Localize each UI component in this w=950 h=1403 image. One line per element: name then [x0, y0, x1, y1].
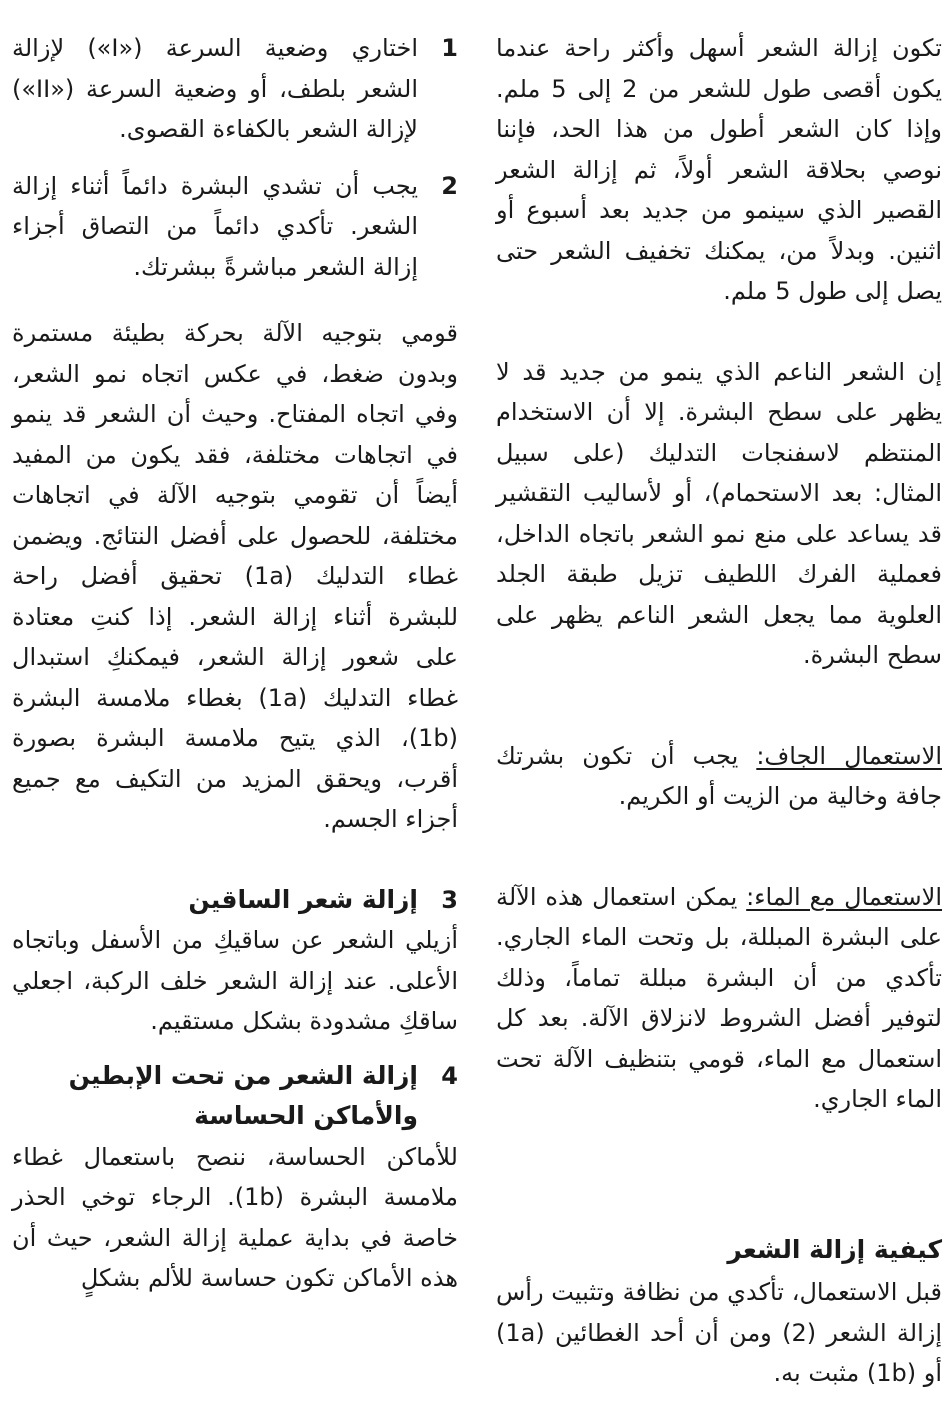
step-1-number: 1: [441, 34, 458, 62]
step-2-number: 2: [441, 171, 458, 200]
how-to-paragraph: قبل الاستعمال، تأكدي من نظافة وتثبيت رأس إزالة الشعر (2) ومن أن أحد الغطائين (1a) أو (1b) مثبت به.: [496, 1278, 943, 1387]
step-1-text: اختاري وضعية السرعة («I») لإزالة الشعر بلطف، أو وضعية السرعة («II») لإزالة الشعر بالكفاءة القصوى.: [12, 34, 418, 143]
how-to-heading: كيفية إزالة الشعر: [727, 1234, 942, 1264]
wet-use-text: يمكن استعمال هذه الآلة على البشرة المبللة، بل وتحت الماء الجاري. تأكدي من أن البشرة مبللة تماماً، وذلك لتوفير أفضل الشروط لانزلاق الآلة. بعد كل استعمال مع الماء، قومي بتنظيف الآلة تحت الماء الجاري.: [496, 882, 942, 1113]
section-4-number: 4: [441, 1061, 458, 1090]
dry-use-paragraph: [496, 736, 942, 817]
section-4-heading-row: [12, 1056, 458, 1137]
left-column: [12, 28, 458, 1299]
step-2-text: يجب أن تشدي البشرة دائماً أثناء إزالة الشعر. تأكدي دائماً من التصاق أجزاء إزالة الشعر مباشرةً ببشرتك.: [12, 171, 418, 281]
section-4-paragraph: للأماكن الحساسة، ننصح باستعمال غطاء ملامسة البشرة (1b). الرجاء توخي الحذر خاصة في بداية عملية إزالة الشعر، حيث أن هذه الأماكن تكون حساسة للألم بشكلٍ: [12, 1142, 458, 1292]
guide-paragraph: قومي بتوجيه الآلة بحركة بطيئة مستمرة وبدون ضغط، في عكس اتجاه نمو الشعر، وفي اتجاه المفتاح. وحيث أن الشعر قد ينمو في اتجاهات مختلفة، فقد يكون من المفيد أيضاً أن تقومي بتوجيه الآلة في اتجاهات مختلفة، للحصول على أفضل النتائج. ويضمن غطاء التدليك (1a) تحقيق أفضل راحة للبشرة أثناء إزالة الشعر. إذا كنتِ معتادة على شعور إزالة الشعر، فيمكنكِ استبدال غطاء التدليك (1a) بغطاء ملامسة البشرة (1b)، الذي يتيح ملامسة البشرة بصورة أقرب، ويحقق المزيد من التكيف مع جميع أجزاء الجسم.: [12, 319, 458, 833]
dry-use-text: يجب أن تكون بشرتك جافة وخالية من الزيت أو الكريم.: [496, 741, 942, 810]
section-3-heading-row: [12, 880, 458, 921]
section-3-heading: إزالة شعر الساقين: [188, 884, 418, 914]
dry-use-label: الاستعمال الجاف:: [756, 741, 942, 770]
step-1: [12, 28, 458, 150]
section-4-heading: إزالة الشعر من تحت الإبطين والأماكن الحساسة: [68, 1060, 418, 1130]
wet-use-label: الاستعمال مع الماء:: [746, 882, 942, 911]
intro-paragraph: تكون إزالة الشعر أسهل وأكثر راحة عندما يكون أقصى طول للشعر من 2 إلى 5 ملم. وإذا كان الشعر أطول من هذا الحد، فإننا نوصي بحلاقة الشعر أولاً، ثم إزالة الشعر القصير الذي سينمو من جديد بعد أسبوع أو اثنين. وبدلاً من، يمكنك تخفيف الشعر حتى يصل إلى طول 5 ملم.: [496, 34, 943, 305]
section-3-number: 3: [441, 885, 458, 914]
right-column: [496, 28, 942, 1394]
step-2: [12, 166, 458, 288]
wet-use-paragraph: [496, 877, 942, 1120]
section-3-paragraph: أزيلي الشعر عن ساقيكِ من الأسفل وباتجاه الأعلى. عند إزالة الشعر خلف الركبة، اجعلي ساقكِ مشدودة بشكل مستقيم.: [12, 926, 458, 1035]
ingrown-hair-paragraph: إن الشعر الناعم الذي ينمو من جديد قد لا يظهر على سطح البشرة. إلا أن الاستخدام المنتظم لاسفنجات التدليك (على سبيل المثال: بعد الاستحمام)، أو لأساليب التقشير قد يساعد على منع نمو الشعر باتجاه الداخل، فعملية الفرك اللطيف تزيل طبقة الجلد العلوية مما يجعل الشعر الناعم يظهر على سطح البشرة.: [496, 357, 942, 669]
